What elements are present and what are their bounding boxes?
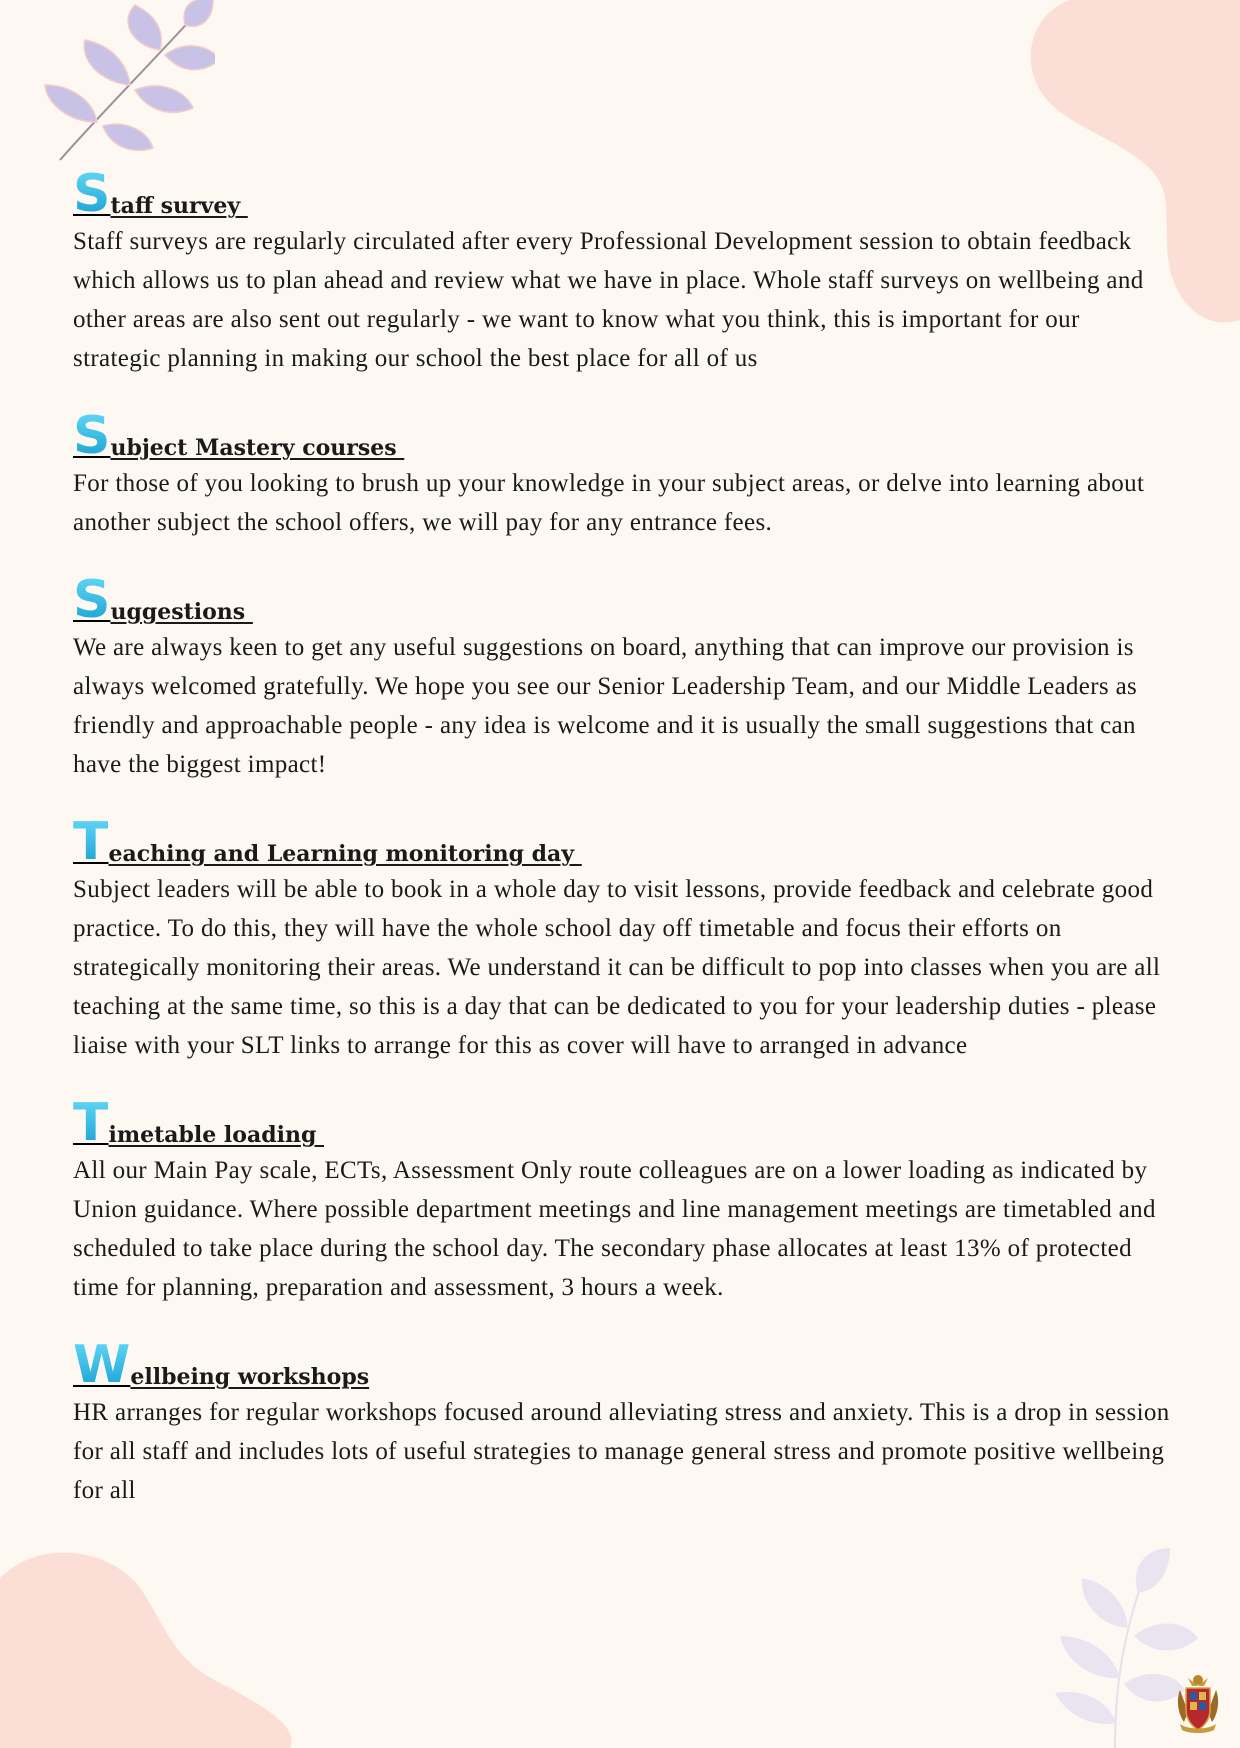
section-body: We are always keen to get any useful suggestions on board, anything that can improve our provision is always welcomed gratefully. We hope you see our Senior Leadership Team, and our Middle Leaders as friendly and approachable people - any idea is welcome and it is usually the small suggestions that can have the biggest impact! [73, 634, 1138, 778]
heading-initial: S [73, 570, 111, 630]
section-heading [73, 1089, 1173, 1153]
section-heading [73, 402, 1173, 466]
section-heading [73, 1331, 1173, 1395]
corner-blob-bottom-left [0, 1528, 300, 1748]
section-heading [73, 566, 1173, 630]
heading-initial: S [73, 164, 111, 224]
heading-initial: W [73, 1335, 131, 1395]
heading-text: taff survey [110, 193, 248, 219]
heading-text: imetable loading [108, 1122, 324, 1148]
section-teaching-learning [73, 808, 1173, 1065]
section-suggestions [73, 566, 1173, 784]
section-body: For those of you looking to brush up your knowledge in your subject areas, or delve into learning about another subject the school offers, we will pay for any entrance fees. [73, 470, 1145, 536]
heading-initial: T [73, 1093, 109, 1153]
heading-text: ubject Mastery courses [110, 435, 405, 461]
section-body: Staff surveys are regularly circulated after every Professional Development session to obtain feedback which allows us to plan ahead and review what we have in place. Whole staff surveys on wellbeing and other areas are also sent out regularly - we want to know what you think, this is important for our strategic planning in making our school the best place for all of us [73, 228, 1144, 372]
school-crest-icon [1174, 1672, 1222, 1734]
heading-text: ellbeing workshops [130, 1364, 370, 1390]
section-wellbeing-workshops [73, 1331, 1173, 1510]
section-staff-survey [73, 160, 1173, 378]
section-heading [73, 808, 1173, 872]
section-body: All our Main Pay scale, ECTs, Assessment Only route colleagues are on a lower loading as indicated by Union guidance. Where possible department meetings and line management meetings are timetabled and scheduled to take place during the school day. The secondary phase allocates at least 13% of protected time for planning, preparation and assessment, 3 hours a week. [73, 1157, 1156, 1301]
section-timetable-loading [73, 1089, 1173, 1307]
heading-initial: T [73, 812, 109, 872]
heading-text: eaching and Learning monitoring day [108, 841, 582, 867]
leaf-branch-icon [35, 0, 215, 170]
heading-initial: S [73, 406, 111, 466]
section-body: HR arranges for regular workshops focused around alleviating stress and anxiety. This is a drop in session for all staff and includes lots of useful strategies to manage general stress and promote positive wellbeing for all [73, 1399, 1170, 1504]
section-heading [73, 160, 1173, 224]
document-body [73, 160, 1173, 1534]
section-subject-mastery [73, 402, 1173, 542]
section-body: Subject leaders will be able to book in a whole day to visit lessons, provide feedback and celebrate good practice. To do this, they will have the whole school day off timetable and focus their efforts on strategically monitoring their areas. We understand it can be difficult to pop into classes when you are all teaching at the same time, so this is a day that can be dedicated to you for your leadership duties - please liaise with your SLT links to arrange for this as cover will have to arranged in advance [73, 876, 1161, 1059]
heading-text: uggestions [110, 599, 253, 625]
